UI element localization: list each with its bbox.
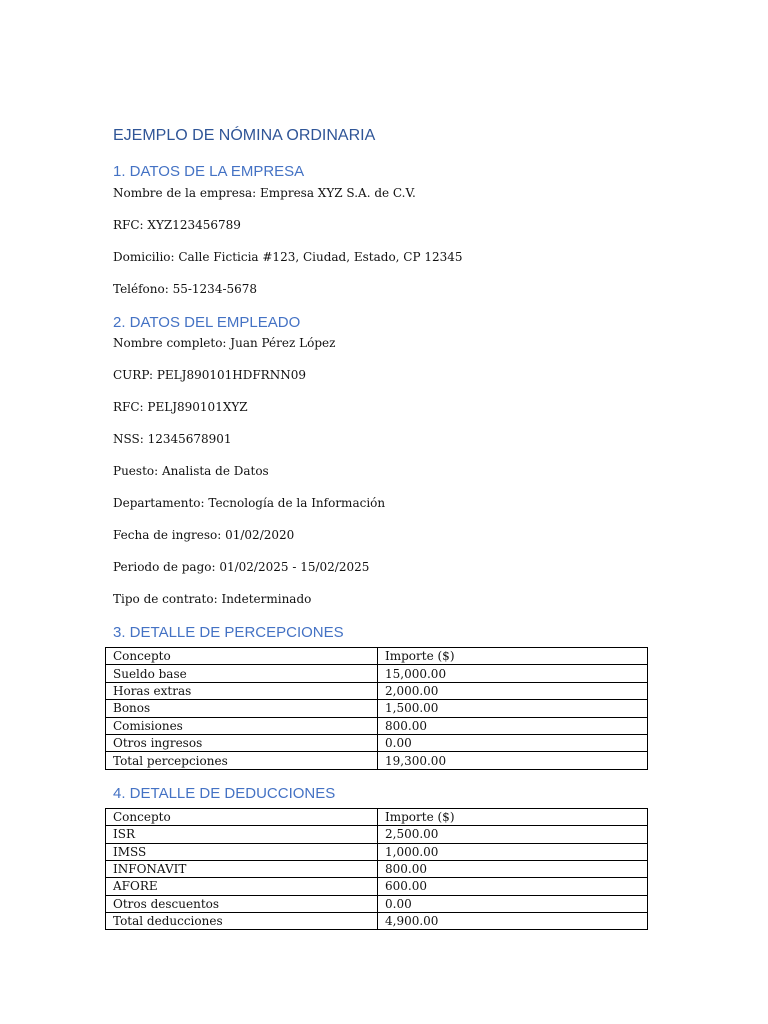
table-row (106, 878, 648, 895)
empleado-departamento: Departamento: Tecnología de la Información (113, 496, 386, 510)
empresa-domicilio: Domicilio: Calle Ficticia #123, Ciudad, Estado, CP 12345 (113, 250, 463, 264)
section-heading-empresa: 1. DATOS DE LA EMPRESA (113, 163, 305, 180)
total-concepto: Total deducciones (106, 913, 378, 930)
table-row (106, 826, 648, 843)
document-page (113, 118, 649, 930)
table-total-row (106, 752, 648, 769)
row-concepto: Otros descuentos (106, 895, 378, 912)
row-importe: 2,000.00 (378, 682, 648, 699)
table-row (106, 665, 648, 682)
table-header-row (106, 808, 648, 825)
row-concepto: IMSS (106, 843, 378, 860)
empleado-nombre: Nombre completo: Juan Pérez López (113, 336, 336, 350)
row-importe: 0.00 (378, 895, 648, 912)
row-concepto: Sueldo base (106, 665, 378, 682)
column-header-importe: Importe ($) (378, 648, 648, 665)
empleado-periodo-pago: Periodo de pago: 01/02/2025 - 15/02/2025 (113, 560, 370, 574)
empresa-nombre: Nombre de la empresa: Empresa XYZ S.A. de C.V. (113, 186, 416, 200)
table-row (106, 734, 648, 751)
empresa-telefono: Teléfono: 55-1234-5678 (113, 282, 258, 296)
table-total-row (106, 913, 648, 930)
empleado-curp: CURP: PELJ890101HDFRNN09 (113, 368, 306, 382)
section-heading-empleado: 2. DATOS DEL EMPLEADO (113, 314, 301, 331)
section-heading-deducciones: 4. DETALLE DE DEDUCCIONES (113, 784, 336, 802)
empleado-fecha-ingreso: Fecha de ingreso: 01/02/2020 (113, 528, 295, 542)
total-importe: 19,300.00 (378, 752, 648, 769)
row-importe: 1,000.00 (378, 843, 648, 860)
row-concepto: Horas extras (106, 682, 378, 699)
row-concepto: Otros ingresos (106, 734, 378, 751)
row-importe: 2,500.00 (378, 826, 648, 843)
total-importe: 4,900.00 (378, 913, 648, 930)
row-concepto: ISR (106, 826, 378, 843)
table-row (106, 843, 648, 860)
row-concepto: Comisiones (106, 717, 378, 734)
row-importe: 800.00 (378, 860, 648, 877)
empleado-rfc: RFC: PELJ890101XYZ (113, 400, 248, 414)
row-importe: 1,500.00 (378, 700, 648, 717)
empleado-puesto: Puesto: Analista de Datos (113, 464, 269, 478)
row-concepto: AFORE (106, 878, 378, 895)
row-importe: 15,000.00 (378, 665, 648, 682)
empleado-tipo-contrato: Tipo de contrato: Indeterminado (113, 592, 312, 606)
row-importe: 800.00 (378, 717, 648, 734)
table-row (106, 860, 648, 877)
total-concepto: Total percepciones (106, 752, 378, 769)
document-title: EJEMPLO DE NÓMINA ORDINARIA (113, 127, 376, 144)
table-header-row (106, 648, 648, 665)
deducciones-table (105, 808, 648, 931)
row-importe: 0.00 (378, 734, 648, 751)
column-header-concepto: Concepto (106, 808, 378, 825)
empleado-nss: NSS: 12345678901 (113, 432, 232, 446)
percepciones-table (105, 647, 648, 770)
table-row (106, 700, 648, 717)
empresa-rfc: RFC: XYZ123456789 (113, 218, 241, 232)
table-row (106, 895, 648, 912)
column-header-importe: Importe ($) (378, 808, 648, 825)
table-row (106, 682, 648, 699)
table-row (106, 717, 648, 734)
section-heading-percepciones: 3. DETALLE DE PERCEPCIONES (113, 624, 344, 641)
column-header-concepto: Concepto (106, 648, 378, 665)
row-concepto: Bonos (106, 700, 378, 717)
row-concepto: INFONAVIT (106, 860, 378, 877)
row-importe: 600.00 (378, 878, 648, 895)
